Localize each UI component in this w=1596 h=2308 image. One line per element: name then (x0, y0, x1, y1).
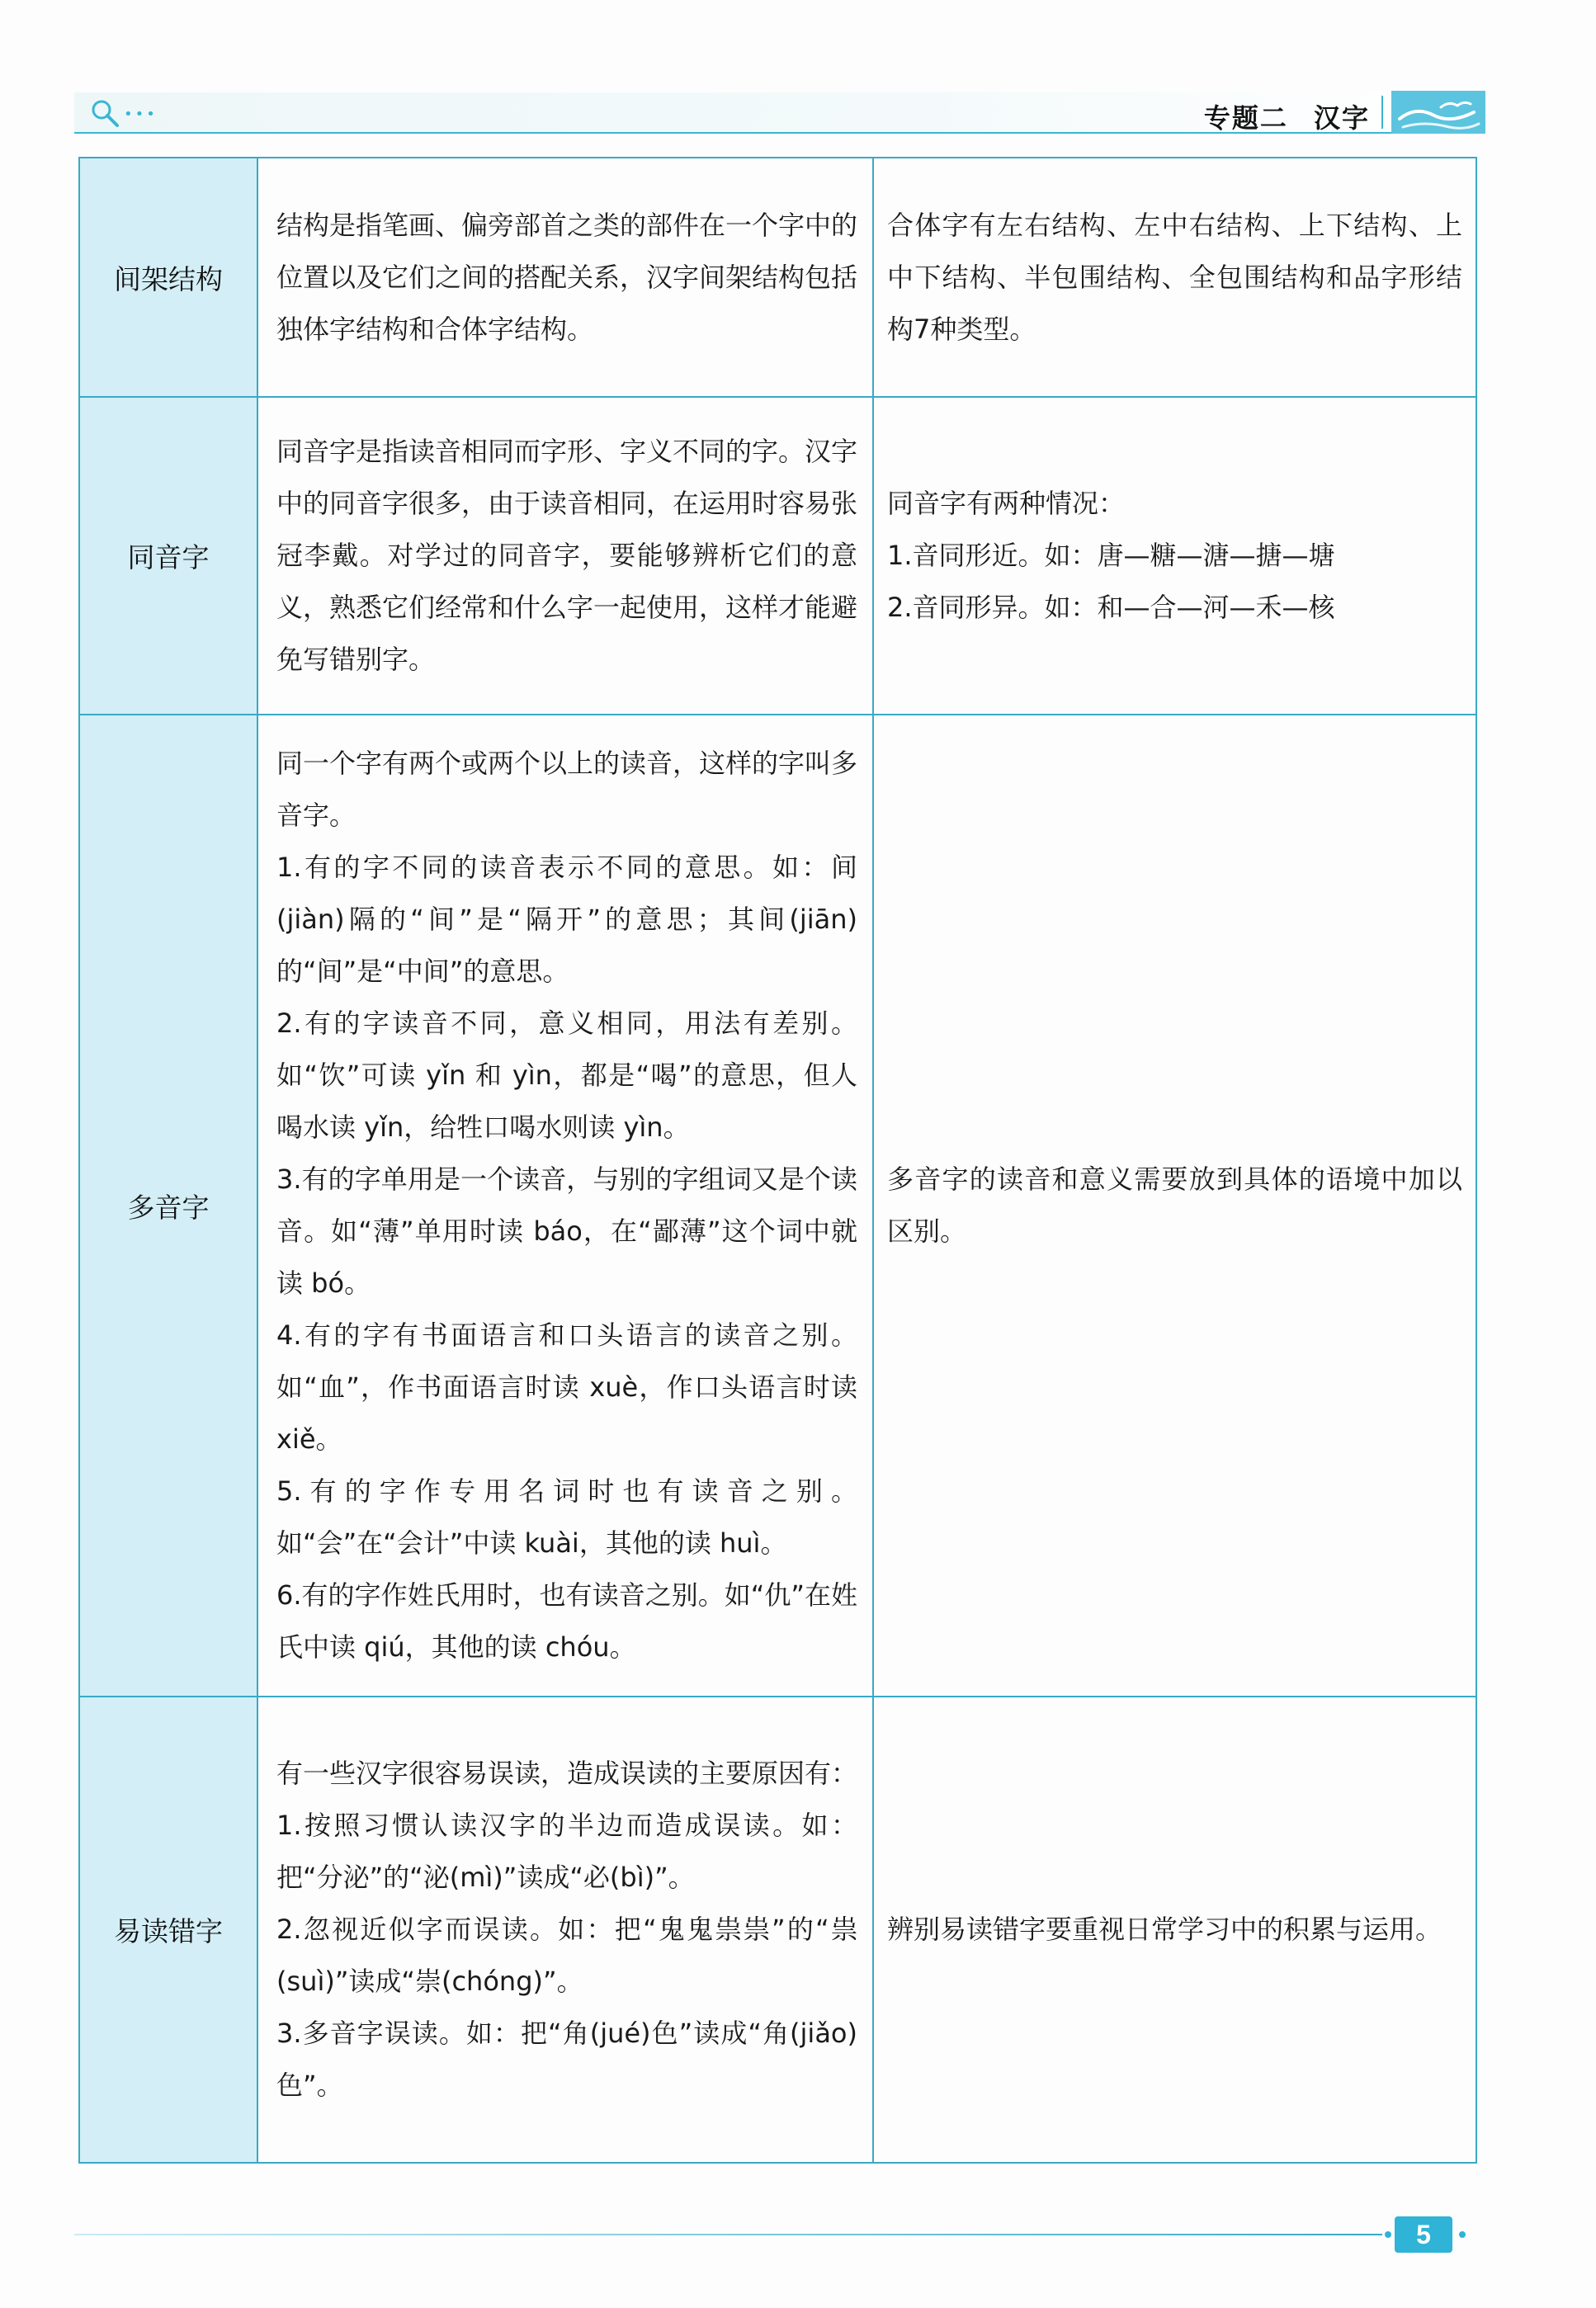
row-definition (257, 715, 873, 1697)
hanzi-table (78, 157, 1477, 2164)
header-divider (1381, 96, 1383, 129)
footer-dot (1385, 2231, 1391, 2238)
definition-paragraph: 4.有的字有书面语言和口头语言的读音之别。如“血”，作书面语言时读 xuè，作口头语言时读 xiě。 (276, 1319, 857, 1455)
row-notes (873, 158, 1476, 397)
definition-paragraph: 同一个字有两个或两个以上的读音，这样的字叫多音字。 (276, 748, 858, 831)
table-row (79, 158, 1476, 397)
page-header (74, 83, 1485, 140)
wave-bird-icon (1391, 91, 1485, 134)
section-title: 专题二 汉字 (1203, 102, 1370, 134)
definition-paragraph: 1.有的字不同的读音表示不同的意思。如：间(jiàn)隔的“间”是“隔开”的意思；其间(jiān)的“间”是“中间”的意思。 (276, 852, 857, 987)
definition-paragraph: 1.按照习惯认读汉字的半边而造成误读。如：把“分泌”的“泌(mì)”读成“必(bì)”。 (276, 1810, 857, 1893)
row-definition (257, 158, 873, 397)
notes-paragraph: 多音字的读音和意义需要放到具体的语境中加以区别。 (887, 1163, 1462, 1247)
row-term: 同音字 (79, 397, 257, 715)
table-row (79, 715, 1476, 1697)
footer-dot (1459, 2231, 1466, 2238)
page-number: 5 (1395, 2216, 1452, 2253)
notes-paragraph: 2.音同形异。如：和—合—河—禾—核 (887, 592, 1335, 623)
footer-rule (74, 2234, 1382, 2235)
notes-paragraph: 辨别易读错字要重视日常学习中的积累与运用。 (887, 1914, 1443, 1945)
row-definition (257, 1697, 873, 2163)
row-notes (873, 397, 1476, 715)
row-notes (873, 1697, 1476, 2163)
definition-paragraph: 2.有的字读音不同，意义相同，用法有差别。如“饮”可读 yǐn 和 yìn，都是“喝”的意思，但人喝水读 yǐn，给牲口喝水则读 yìn。 (276, 1008, 857, 1143)
row-notes (873, 715, 1476, 1697)
header-dots: ••• (124, 106, 158, 123)
definition-paragraph: 结构是指笔画、偏旁部首之类的部件在一个字中的位置以及它们之间的搭配关系，汉字间架结构包括独体字结构和合体字结构。 (276, 209, 858, 345)
definition-paragraph: 6.有的字作姓氏用时，也有读音之别。如“仇”在姓氏中读 qiú，其他的读 chóu。 (276, 1579, 857, 1663)
notes-paragraph: 合体字有左右结构、左中右结构、上下结构、上中下结构、半包围结构、全包围结构和品字形结构7种类型。 (887, 209, 1462, 345)
definition-paragraph: 有一些汉字很容易误读，造成误读的主要原因有： (276, 1758, 858, 1789)
definition-paragraph: 5.有的字作专用名词时也有读音之别。如“会”在“会计”中读 kuài，其他的读 huì。 (276, 1475, 857, 1559)
row-term: 间架结构 (79, 158, 257, 397)
row-definition (257, 397, 873, 715)
row-term: 易读错字 (79, 1697, 257, 2163)
table-row (79, 397, 1476, 715)
notes-paragraph: 同音字有两种情况： (887, 488, 1126, 519)
definition-paragraph: 3.有的字单用是一个读音，与别的字组词又是个读音。如“薄”单用时读 báo，在“鄙薄”这个词中就读 bó。 (276, 1163, 857, 1299)
definition-paragraph: 2.忽视近似字而误读。如：把“鬼鬼祟祟”的“祟(suì)”读成“崇(chóng)”。 (276, 1914, 857, 1997)
notes-paragraph: 1.音同形近。如：唐—糖—溏—搪—塘 (887, 540, 1335, 571)
table-row (79, 1697, 1476, 2163)
definition-paragraph: 3.多音字误读。如：把“角(jué)色”读成“角(jiǎo)色”。 (276, 2018, 857, 2101)
search-icon (89, 97, 122, 130)
row-term: 多音字 (79, 715, 257, 1697)
definition-paragraph: 同音字是指读音相同而字形、字义不同的字。汉字中的同音字很多，由于读音相同，在运用时容易张冠李戴。对学过的同音字，要能够辨析它们的意义，熟悉它们经常和什么字一起使用，这样才能避免写错别字。 (276, 436, 858, 675)
